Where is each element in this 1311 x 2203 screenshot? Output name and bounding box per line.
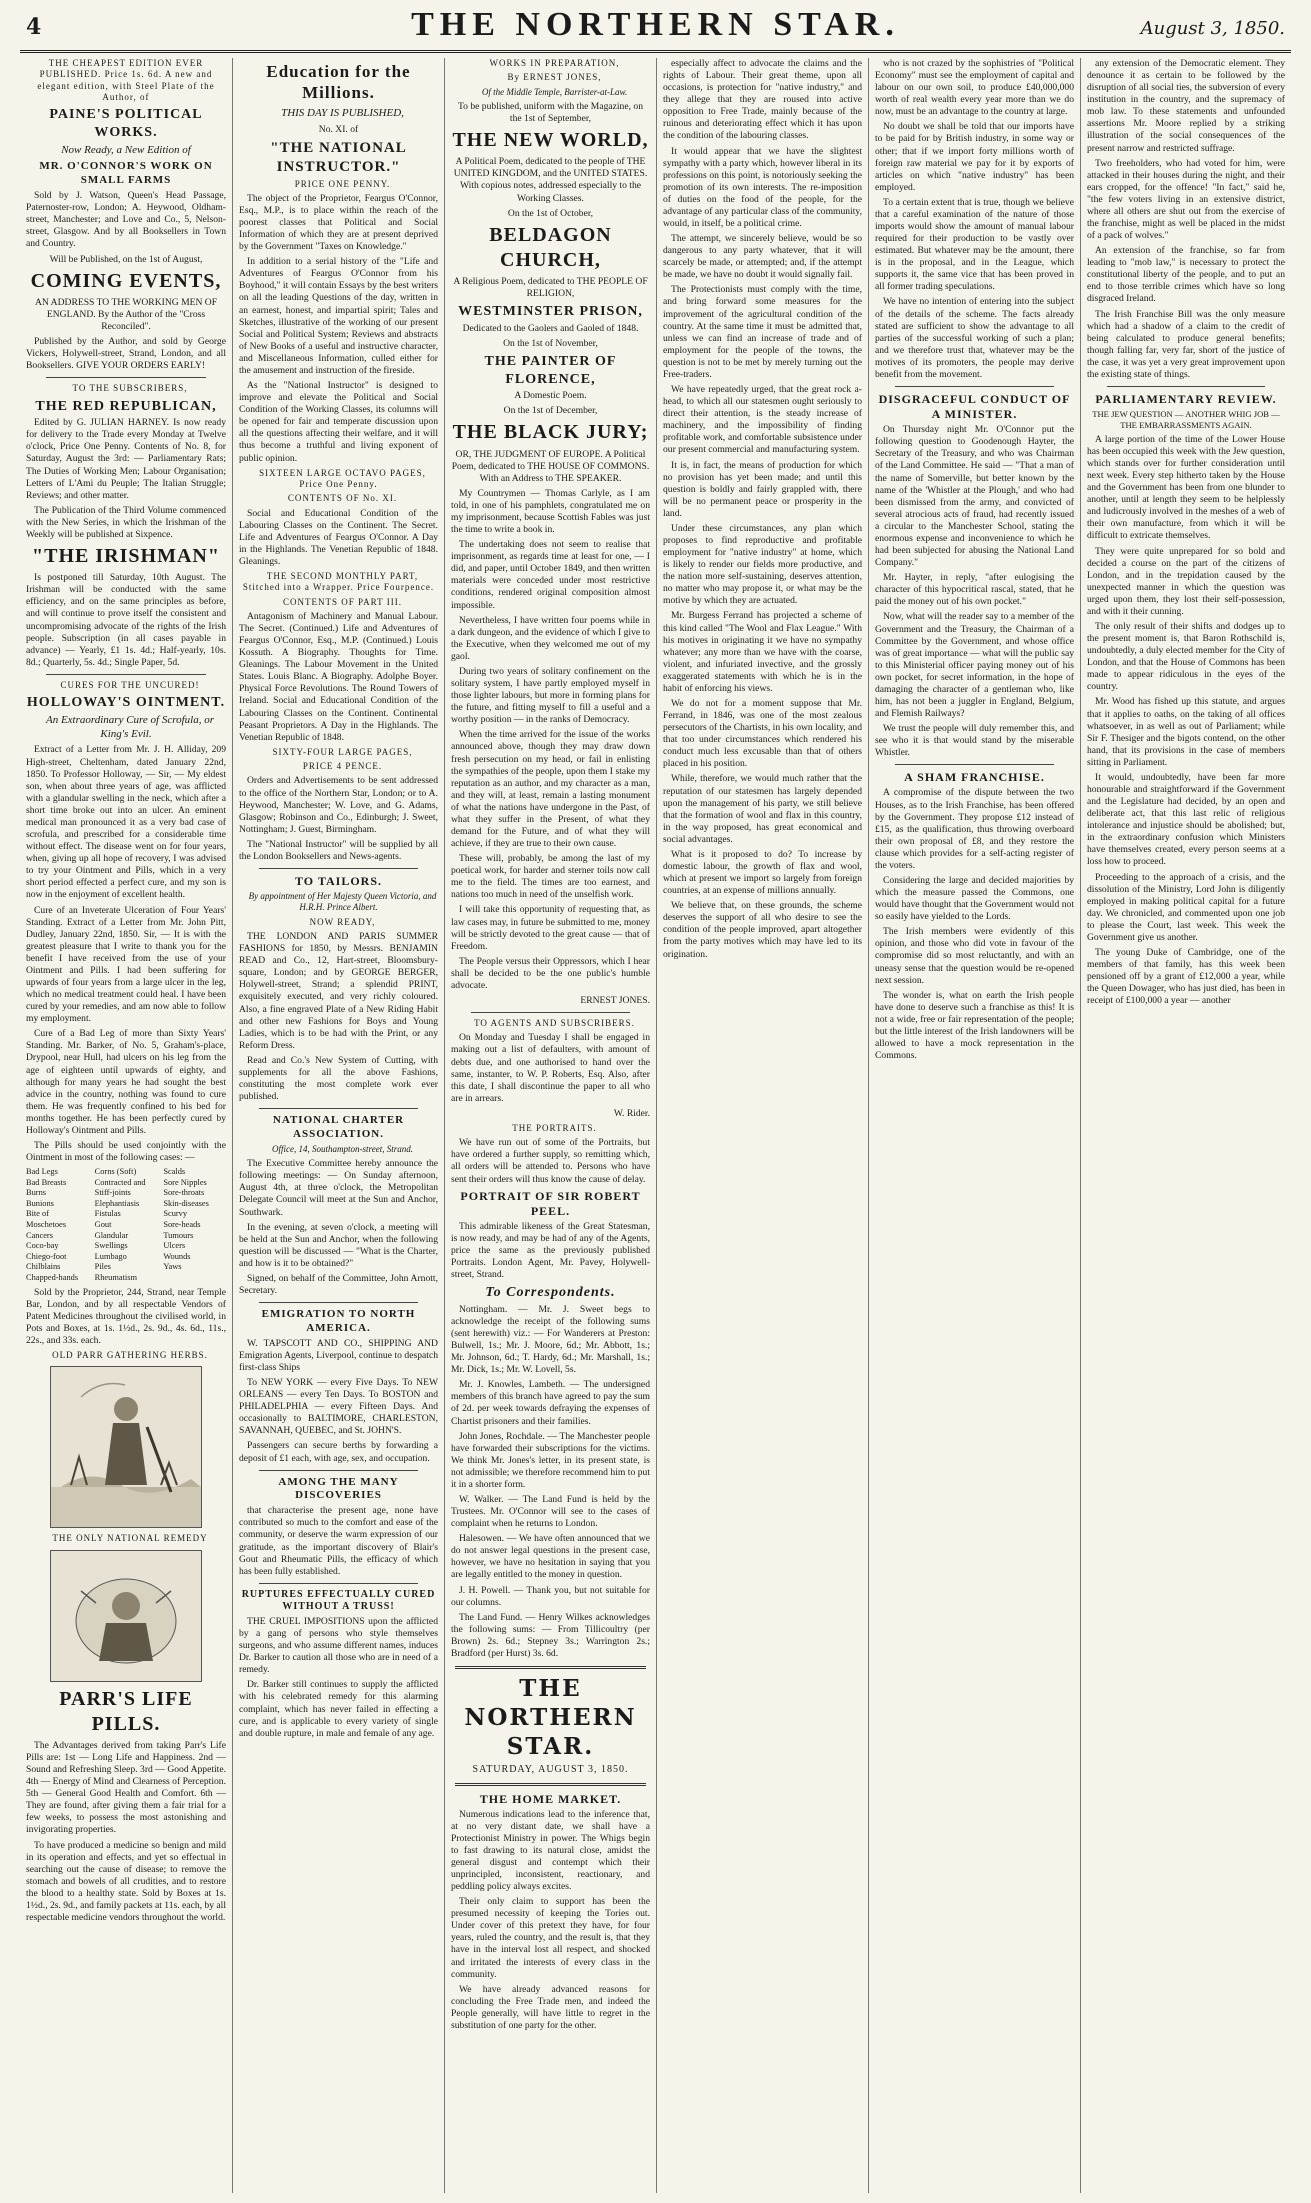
sixteen-pages: SIXTEEN LARGE OCTAVO PAGES, Price One Penny. xyxy=(259,467,426,489)
leader-title: THE NORTHERN STAR. xyxy=(464,1675,637,1760)
column-1 xyxy=(20,58,232,2193)
sham-body-3: The Irish members were evidently of this opinion, and those who did vote in favour of the compromise did so most reluctantly, and with an uneasy sense that the question would be re-opened next session. xyxy=(875,926,1074,986)
peel-head: PORTRAIT OF SIR ROBERT PEEL. xyxy=(460,1188,641,1218)
columns xyxy=(20,58,1291,2193)
farms-ready: Now Ready, a New Edition of xyxy=(61,143,191,156)
column-2 xyxy=(232,58,444,2193)
parl-body-3: The only result of their shifts and dodges up to the present moment is, that Baron Rothschild is, undoubtedly, a duly elected member for the City of London, and that the House of Commons has been made to appear ridiculous in the eyes of the country. xyxy=(1087,620,1285,693)
paine-sold: Sold by J. Watson, Queen's Head Passage, Paternoster-row, London; A. Heywood, Oldham-street, Manchester; and Love and Co., 5, Nelson-street, Glasgow. And by all Booksellers in Town and Country. xyxy=(26,190,226,250)
rupture-head: RUPTURES EFFECTUALLY CURED WITHOUT A TRUSS! xyxy=(241,1588,436,1613)
ailment-item: Sore-heads xyxy=(163,1220,201,1230)
sham-body-1: A compromise of the dispute between the two Houses, as to the Irish Franchise, has been offered by the Government. They propose £12 instead of £15, as the qualification, thus throwing overboard their own proposal of £8, and they restore the clause which provides for a self-acting register of the voters. xyxy=(875,787,1074,871)
prep-head: WORKS IN PREPARATION, xyxy=(489,58,620,68)
c4-body-3: The attempt, we sincerely believe, would be so dangerous to any party whatever, that it will scarcely be made, or attempted; and, if the attempt be made, we have no doubt it would signally fail. xyxy=(663,233,862,281)
red-republican-title: THE RED REPUBLICAN, xyxy=(35,398,217,414)
cures-head: CURES FOR THE UNCURED! xyxy=(60,679,200,690)
on-dec: On the 1st of December, xyxy=(503,405,598,417)
parr-title: PARR'S LIFE PILLS. xyxy=(59,1687,193,1735)
issue-number: No. XI. of xyxy=(318,123,359,135)
ailment-item: Lumbago xyxy=(94,1251,127,1261)
second-part: THE SECOND MONTHLY PART, Stitched into a Wrapper. Price Fourpence. xyxy=(242,570,435,593)
sixtyfour-pages: SIXTY-FOUR LARGE PAGES, xyxy=(272,746,413,757)
ailment-item: Glandular Swellings xyxy=(94,1230,129,1251)
fashions-body-2: Read and Co.'s New System of Cutting, with supplements for all the above Fashions, constituting the most complete work ever published. xyxy=(239,1054,438,1103)
parliamentary-sub: THE JEW QUESTION — ANOTHER WHIG JOB — THE EMBARRASSMENTS AGAIN. xyxy=(1092,409,1280,430)
ailment-item: Gout xyxy=(94,1220,112,1230)
disgraceful-body-3: Now, what will the reader say to a member of the Government and the Treasury, the Chairman of a Committee by the Government, and whose office was of great importance — what will the public say to this Ministerial officer paying money out of his own pocket, for secret information, in the hope of damaging the character of a gentleman who, like him, has not been a juggler in England, Belgium, and Flemish Railways? xyxy=(875,611,1074,720)
jones-sign: ERNEST JONES. xyxy=(580,994,650,1006)
column-6 xyxy=(1080,58,1291,2193)
orders-body: Orders and Advertisements to be sent addressed to the office of the Northern Star, London; or to A. Heywood, Manchester; W. Love, and G. Adams, Glasgow; Robinson and Co., Edinburgh; J. Sweet, Nottingham; J. Guest, Birmingham. xyxy=(239,775,438,835)
holloway-title: HOLLOWAY'S OINTMENT. xyxy=(26,695,226,711)
painter-sub: A Domestic Poem. xyxy=(514,390,587,402)
ailment-item: Chapped-hands xyxy=(26,1272,79,1282)
ailment-item: Fistulas xyxy=(94,1209,121,1219)
c4-body-12: We believe that, on these grounds, the scheme deserves the support of all who desire to see the condition of the people improved, apart altogether from the party motives which may have led to its origination. xyxy=(663,900,862,960)
c6-body-4: The Irish Franchise Bill was the only measure which had a shadow of a claim to the credit of being calculated to produce general benefits; though falling far, very far, short of the justice of the case, it was yet a very great improvement upon the existing state of things. xyxy=(1087,308,1285,380)
c4-body-1: especially affect to advocate the claims and the rights of Labour. Their great theme, upon all occasions, is protection for "native industry," and they allege that they are roused into active opposition to Free Trade, mainly because of the ruinous and deteriorating effect which it has upon the condition of the labouring classes. xyxy=(663,58,862,142)
parr-body-2: To have produced a medicine so benign and mild in its operation and effects, and yet so effectual in searching out the cause of disease; to remove the stomach and bowels of all crudities, and to restore the blood to a healthy state. Sold by Boxes at 1s. 1½d., 2s. 9d., and family packets at 11s. each, by all respectable medicine vendors throughout the world. xyxy=(26,1839,226,1924)
parr-body: The Advantages derived from taking Parr's Life Pills are: 1st — Long Life and Happiness. 2nd — Sound and Refreshing Sleep. 3rd — Good Appetite. 4th — Energy of Mind and Clearness of Perception. 5th — General Good Health and Comfort. 6th — They are found, after giving them a fair trial for a few weeks, to possess the most astonishing and invigorating properties. xyxy=(26,1739,226,1836)
ailment-item: Cancers xyxy=(26,1230,53,1240)
holloway-body-4: The Pills should be used conjointly with the Ointment in most of the following cases: — xyxy=(26,1139,226,1164)
jones-body-1: My Countrymen — Thomas Carlyle, as I am told, in one of his pamphlets, congratulated me on my imprisonment, because Scottish Fables was just the time to write a book in. xyxy=(451,487,650,536)
c4-body-11: What is it proposed to do? To increase by domestic labour, the growth of flax and wool, which at present we import so largely from foreign countries, at an expense of millions annually. xyxy=(663,848,862,897)
ailment-item: Contracted and Stiff-joints xyxy=(94,1177,146,1198)
instructor-body-3: As the "National Instructor" is designed to improve and elevate the Political and Social Condition of the Working Classes, its columns will be opened for fair and temperate discussion upon all the questions affecting their welfare, and it will thus become a truthful and living exponent of public opinion. xyxy=(239,380,438,464)
ailment-item: Sore Nipples xyxy=(163,1177,207,1187)
parl-body-5: It would, undoubtedly, have been far more honourable and straightforward if the Government and the Legislature had decided, by an open and deliberate act, that this last relic of religious intolerance and injustice should be abolished; but, in the extraordinary confusion which Ministers have themselves created, every person seems at a loss how to proceed. xyxy=(1087,771,1285,868)
engraving-caption: OLD PARR GATHERING HERBS. xyxy=(52,1349,208,1360)
c6-body-2: Two freeholders, who had voted for him, were attacked in their houses during the night, and their ears cropped, for the offence! "In fact," said he, "the few voters living in an extensive district, where all others are shut out from the exercise of the franchise, might as well be placed in the midst of a pack of wolves." xyxy=(1087,157,1285,242)
corresp-body-3: John Jones, Rochdale. — The Manchester people have forwarded their subscriptions for the victims. We think Mr. Jones's letter, in its present state, is not admissible; we therefore recommend him to put it in a shorter form. xyxy=(451,1430,650,1490)
parliamentary-head: PARLIAMENTARY REVIEW. xyxy=(1095,392,1277,407)
on-nov: On the 1st of November, xyxy=(503,337,598,349)
jones-body-3: Nevertheless, I have written four poems while in a dark dungeon, and the evidence of which I give to the Executive, when they welcomed me out of my gaol. xyxy=(451,614,651,662)
corresp-body-5: Halesowen. — We have often announced that we do not answer legal questions in the present case, however, we have no hesitation in saying that you are legally entitled to the money in question. xyxy=(451,1533,650,1581)
contents-iii-items: Antagonism of Machinery and Manual Labour. The Secret. (Continued.) Life and Adventures of Feargus O'Connor, Esq., M.P. (Continued.) Louis Kossuth. A Biography. Thoughts for Time. Gleanings. The Labour Movement in the United States. Louis Blanc. A Biography. Adolphe Boyer. Physical Force Revolutions. The Round Towers of Ireland. Social and Educational Condition of the Labouring Classes on the Continent. Continental Peasant Proprietors. A Day in the Highlands. The Venetian Republic of 1848. xyxy=(239,610,438,743)
holloway-body-1: Extract of a Letter from Mr. J. H. Alliday, 209 High-street, Cheltenham, dated January 22nd, 1850. To Professor Holloway, — Sir, — My eldest son, when about three years of age, was afflicted with a glandular swelling in the neck, which after a short time broke out into an ulcer. An eminent medical man pronounced it as a very bad case of scrofula, and prescribed for a considerable time without effect. The disease went on for four years, when, giving up all hope of recovery, I was advised to try your Ointment and Pills, which in a very short period effected a perfect cure, and my son is now in the enjoyment of excellent health. xyxy=(26,744,226,901)
prep-by: By ERNEST JONES, xyxy=(507,72,602,83)
red-rep-subs: TO THE SUBSCRIBERS, xyxy=(72,383,188,394)
c4-body-4: The Protectionists must comply with the time, and bring forward some measures for the improvement of the agricultural condition of the country. At the same time it must be admitted that, unless we can find an increase of trade and of employment for the people of the towns, the question is not to be met by merely turning out the Free-traders. xyxy=(663,284,862,380)
charter-office: Office, 14, Southampton-street, Strand. xyxy=(272,1143,413,1154)
ailment-item: Sore-throats xyxy=(163,1188,205,1198)
among-body: that characterise the present age, none have contributed so much to the comfort and ease of the community, or deserve the warm expression of our gratitude, as the important discovery of Blair's Gout and Rheumatic Pills, the efficacy of which has been fully established. xyxy=(239,1505,438,1577)
c4-body-2: It would appear that we have the slightest sympathy with a party which, however liberal in its professions on this point, is notoriously seeking the promotion of its own interests. The re-imposition of duties on the food of the people, for the advantage of any particular class of the community, would, in itself, be a political crime. xyxy=(663,145,862,230)
charter-body-2: In the evening, at seven o'clock, a meeting will be held at the Sun and Anchor, when the following question will be discussed — "What is the Charter, and how is it to be obtained?" xyxy=(239,1221,438,1269)
paine-intro: THE CHEAPEST EDITION EVER PUBLISHED. Price 1s. 6d. A new and elegant edition, with Steel Plate of the Author, of xyxy=(37,58,215,102)
ailment-item: Chilblains xyxy=(26,1262,61,1272)
leader-date: SATURDAY, AUGUST 3, 1850. xyxy=(472,1763,629,1775)
portraits-body: We have run out of some of the Portraits, but have ordered a further supply, so remitting which, all orders will be attended to. Persons who have sent their orders will thus know the cause of delay. xyxy=(451,1137,650,1185)
ailment-item: Coco-bay xyxy=(26,1241,59,1251)
farms-title: MR. O'CONNOR'S WORK ON SMALL FARMS xyxy=(39,160,213,187)
this-day: THIS DAY IS PUBLISHED, xyxy=(281,106,404,119)
ailment-item: Bunions xyxy=(26,1198,54,1208)
irishman-body: Is postponed till Saturday, 10th August. The Irishman will be conducted with the same efficiency, and on the same principles as before, and will continue to prove itself the consistent and uncompromising advocate of the rights of the Irish people. Subscription (in all cases payable in advance) — Yearly, £1 1s. 4d.; Half-yearly, 10s. 8d.; Quarterly, 5s. 4d.; Single Paper, 5d. xyxy=(26,572,226,668)
holloway-sub: An Extraordinary Cure of Scrofula, or King's Evil. xyxy=(45,713,215,740)
ailment-item: Corns (Soft) xyxy=(94,1167,137,1177)
c4-body-5: We have repeatedly urged, that the great rock a-head, to which all our statesmen ought seriously to direct their attention, is the steady increase of machinery, and the impossibility of finding profitable work, and comfortable subsistence under our present commercial and manufacturing system. xyxy=(663,384,862,456)
orders-body-2: The "National Instructor" will be supplied by all the London Booksellers and News-agents. xyxy=(239,838,438,862)
ailment-item: Rheumatism xyxy=(94,1272,137,1282)
c6-body-1: any extension of the Democratic element. They denounce it as certain to be followed by the disruption of all social ties, the subversion of every institution in the country, and the supremacy of mob law. To these statements and unfounded assertions Mr. Moore replied by a striking illustration of the social consequences of the present narrow and restricted suffrage. xyxy=(1087,58,1285,154)
prep-of: Of the Middle Temple, Barrister-at-Law. xyxy=(481,86,628,97)
emigration-head: EMIGRATION TO NORTH AMERICA. xyxy=(261,1308,416,1334)
charter-sign: Signed, on behalf of the Committee, John Arnott, Secretary. xyxy=(239,1272,438,1297)
engraving2-caption: THE ONLY NATIONAL REMEDY xyxy=(52,1533,208,1544)
home-market-body-1: Numerous indications lead to the inference that, at no very distant date, we shall have a Protectionist Ministry in power. The Whigs begin to fast drawing to its natural close, amidst the general disgust and contempt which their unprincipled, inconsistent, reactionary, and peddling policy always excites. xyxy=(451,1808,650,1893)
old-parr-engraving xyxy=(50,1366,202,1528)
parl-body-4: Mr. Wood has fished up this statute, and argues that it applies to oaths, on the taking of all offices whatsoever, in as well as out of Parliament; while Sir F. Thesiger and the bigots contend, on the other hand, that its provisions in the case of members sitting in Parliament. xyxy=(1087,696,1285,768)
parl-body-6: Proceeding to the approach of a crisis, and the dissolution of the Ministry, Lord John is diligently employed in making political capital for a future day. We chronicled, and commented upon one job to please the Court, last week. This week the Government give us another. xyxy=(1087,871,1285,943)
tailors-now-ready: NOW READY, xyxy=(309,916,376,927)
cruel-body: THE CRUEL IMPOSITIONS upon the afflicted by a gang of persons who style themselves surgeons, and who assume different names, induces Dr. Barker to caution all those who are in need of a remedy. xyxy=(239,1615,438,1676)
instructor-body-2: In addition to a serial history of the "Life and Adventures of Feargus O'Connor from his Boyhood," it will contain Essays by the best writers on all the leading Questions of the day, written in an earnest, honest, and impartial spirit; Tales and Sketches, illustrative of the working of our present Social and Political System; Reviews and abstracts of New Books of a useful and instructive character, and Miscellaneous Information, culled either for the amusement and instruction of the fireside. xyxy=(239,256,438,376)
irishman-title: "THE IRISHMAN" xyxy=(32,545,220,567)
contents-xi-items: Social and Educational Condition of the Labouring Classes on the Continent. The Secret. Life and Adventures of Feargus O'Connor. A Day in the Highlands. The Venetian Republic of 1848. Gleanings. xyxy=(239,507,438,567)
contents-iii-head: CONTENTS OF PART III. xyxy=(283,596,402,607)
ailment-item: Elephantiasis xyxy=(94,1198,140,1208)
parl-body-2: They were quite unprepared for so bold and decided a course on the part of the citizens of London, and in the trepidation caused by the unexpected manner in which the question was urged upon them, they lost their self-possession, and with it their cunning. xyxy=(1087,545,1285,617)
irishman-intro: The Publication of the Third Volume commenced with the New Series, in which the Irishman of the Weekly will be published at Sixpence. xyxy=(26,504,226,540)
westminster-title: WESTMINSTER PRISON, xyxy=(458,304,643,320)
home-market-body-2: Their only claim to support has been the presumed necessity of keeping the Tories out. Under cover of this pretext they have, for four years, ruled the country, and the result is, that they have in the interval lost all respect, and shocked and irritated the interests of every class in the community. xyxy=(451,1896,650,1980)
home-market-head: THE HOME MARKET. xyxy=(479,1791,622,1806)
ailment-item: Scurvy xyxy=(163,1209,188,1219)
corresp-body-4: W. Walker. — The Land Fund is held by the Trustees. Mr. O'Connor will see to the cases of complaint when he returns to London. xyxy=(451,1493,650,1530)
routes-body-2: Passengers can secure berths by forwarding a deposit of £1 each, with age, sex, and occupation. xyxy=(239,1440,438,1464)
ailment-item: Piles xyxy=(94,1262,111,1272)
sham-franchise-head: A SHAM FRANCHISE. xyxy=(904,770,1045,785)
c4-body-9: We do not for a moment suppose that Mr. Ferrand, in 1846, was one of the most zealous persecutors of the Chartists, in his own locality, and that too under circumstances which rendered his conduct much less excusable than that of others placed in his position. xyxy=(663,697,862,770)
c5-body-2: No doubt we shall be told that our imports have to be paid for by British industry, in some way or other; that if we import forty millions worth of foreign raw material we pay for it by exports of articles on which "native industry" has been employed. xyxy=(875,121,1074,193)
disgraceful-body-2: Mr. Hayter, in reply, "after eulogising the character of this hypocritical rascal, stated, that he paid the money out of his own pocket." xyxy=(875,572,1074,608)
price-4: PRICE 4 PENCE. xyxy=(302,761,383,772)
parl-body-7: The young Duke of Cambridge, one of the members of that family, has this week been pensioned off by a grant of £12,000 a year, while the Queen Dowager, who has just died, has been in receipt of £100,000 a year — another xyxy=(1087,947,1285,1007)
ailment-item: Skin-diseases xyxy=(163,1198,209,1208)
fashions-body: THE LONDON AND PARIS SUMMER FASHIONS for 1850, by Messrs. BENJAMIN READ and Co., 12, Hart-street, Bloomsbury-square, London; and by GEORGE BERGER, Holywell-street, Strand; a splendid PRINT, exquisitely executed, and very richly coloured. Also, a fine engraved Plate of a New Riding Habit and other new Fashions for Boys and Young Ladies, which is to be had with the Print, or any Reform Dress. xyxy=(239,931,438,1051)
paine-title: PAINE'S POLITICAL WORKS. xyxy=(49,107,203,140)
painter-title: THE PAINTER OF FLORENCE, xyxy=(484,354,617,387)
contents-xi-head: CONTENTS OF No. XI. xyxy=(287,493,398,504)
newspaper-title: THE NORTHERN STAR. xyxy=(411,6,900,43)
charter-body: The Executive Committee hereby announce the following meetings: — On Sunday afternoon, August 4th, at three o'clock, the Metropolitan Delegate Council will meet at the Sun and Anchor, Southwark. xyxy=(239,1158,438,1218)
column-5 xyxy=(868,58,1080,2193)
coming-events-sub: AN ADDRESS TO THE WORKING MEN OF ENGLAND. By the Author of the "Cross Reconciled". xyxy=(34,296,218,332)
black-jury-title: THE BLACK JURY; xyxy=(452,421,649,444)
parl-body-1: A large portion of the time of the Lower House has been occupied this week with the Jew question, which stands over for further consideration until next week. Every step hitherto taken by the House and the Government has been from one blunder to another, until at length they seem to be helplessly and ludicrously involved in the meshes of a web of their own manufacture, from which it will be difficult to extricate themselves. xyxy=(1087,433,1285,542)
coming-will-pub: Will be Published, on the 1st of August, xyxy=(49,253,203,265)
routes-body: To NEW YORK — every Five Days. To NEW ORLEANS — every Ten Days. To BOSTON and PHILADELPHIA — every Fifteen Days. And occasionally to BALTIMORE, CHARLESTON, SAVANNAH, QUEBEC, and St. JOHN'S. xyxy=(239,1377,438,1437)
cruel-body-2: Dr. Barker still continues to supply the afflicted with his celebrated remedy for this alarming complaint, which has never failed in effecting a cure, and is applicable to every variety of single and double rupture, in male and female of any age. xyxy=(239,1679,438,1739)
sham-body-2: Considering the large and decided majorities by which the measure passed the Commons, one would have thought that the Government would not so easily have yielded to the Lords. xyxy=(875,875,1074,923)
corresp-body-6: J. H. Powell. — Thank you, but not suitable for our columns. xyxy=(451,1584,650,1608)
among-head: AMONG THE MANY DISCOVERIES xyxy=(278,1475,399,1502)
new-world-title: THE NEW WORLD, xyxy=(452,129,649,152)
c5-body-1: who is not crazed by the sophistries of "Political Economy" must see the employment of capital and labour on our own soil, to produce £40,000,000 worth of real wealth every year more than we do now, must be an advantage to the country at large. xyxy=(875,58,1074,118)
ailment-item: Bite of Moschetoes xyxy=(26,1209,67,1230)
instructor-title: "THE NATIONAL INSTRUCTOR." xyxy=(270,139,407,175)
c6-body-3: An extension of the franchise, so far from leading to "mob law," is necessary to protect the constitutional liberty of the people, and to put an end to those terrible crimes which have so long disgraced Ireland. xyxy=(1087,245,1285,305)
charter-head: NATIONAL CHARTER ASSOCIATION. xyxy=(272,1114,405,1141)
masthead xyxy=(20,4,1291,53)
tailors-head: TO TAILORS. xyxy=(294,874,383,888)
ailment-item: Chiego-foot xyxy=(26,1251,67,1261)
black-jury-sub: OR, THE JUDGMENT OF EUROPE. A Political Poem, dedicated to THE HOUSE OF COMMONS. With an Address to THE SPEAKER. xyxy=(451,448,650,484)
holloway-body-2: Cure of an Inveterate Ulceration of Four Years' Standing. Extract of a Letter from Mr. John Pitt, Dudley, January 22nd, 1850. Sir, — It is with the greatest pleasure that I write to thank you for the benefit I have received from the use of your Ointment and Pills. I had been suffering for upwards of four years from a large ulcer in the leg, which no medical treatment could heal. I have been cured by your remedies, and am now able to follow my employment. xyxy=(26,904,226,1025)
agents-body: On Monday and Tuesday I shall be engaged in making out a list of defaulters, with amount of debts due, and one authorised to hand over the same, instanter, to W. P. Roberts, Esq. Also, after this date, I shall discontinue the paper to all who are in arrears. xyxy=(451,1032,650,1104)
prep-note: To be published, uniform with the Magazine, on the 1st of September, xyxy=(457,100,644,125)
c4-body-10: While, therefore, we would much rather that the reputation of our statesmen has largely depended upon the management of his party, we still believe that the formation of wool and flax in this country, in the way proposed, has great economical and social advantages. xyxy=(663,773,862,845)
ailment-item: Wounds xyxy=(163,1251,191,1261)
holloway-foot: Sold by the Proprietor, 244, Strand, near Temple Bar, London, and by all respectable Vendors of Patent Medicines throughout the civilised world, in Pots and Boxes, at 1s. 1½d., 2s. 9d., 4s. 6d., 11s., 22s., and 33s. each. xyxy=(26,1286,226,1346)
tapscott-body: W. TAPSCOTT AND CO., SHIPPING AND Emigration Agents, Liverpool, continue to despatch first-class Ships xyxy=(239,1337,438,1373)
jones-body-7: I will take this opportunity of requesting that, as law cases may, in future be submitted to me, money will be strictly devoted to the great cause — that of Freedom. xyxy=(451,904,650,952)
coming-events-body: Published by the Author, and sold by George Vickers, Holywell-street, Strand, London, and all Booksellers. GIVE YOUR ORDERS EARLY! xyxy=(26,336,226,372)
corresp-body-2: Mr. J. Knowles, Lambeth. — The undersigned members of this branch have agreed to pay the sum of 2d. per week towards defraying the expenses of Chartist prisoners and their families. xyxy=(451,1379,650,1427)
c5-body-3: To a certain extent that is true, though we believe that a careful examination of the nature of those imports would show the amount of manual labour required for their production to be vastly over estimated. But whatever may be the amount, there is in the proposal, and in the League, which supports it, the same vice that has been proved in all former trading speculations. xyxy=(875,196,1074,293)
sham-body-4: The wonder is, what on earth the Irish people have done to deserve such a franchise as this! It is not a wide, free or fair representation of the people; but the little interest of the Irish landowners will be allowed to have a mock representation in the Commons. xyxy=(875,989,1074,1062)
corresp-body-7: The Land Fund. — Henry Wilkes acknowledges the following sums: — From Tillicoultry (per Brown) 2s. 6d.; Stepney 3s.; Warrington 2s.; Bradford (per Hurst) 3s. 6d. xyxy=(451,1611,650,1659)
agents-head: TO AGENTS AND SUBSCRIBERS. xyxy=(474,1018,635,1029)
jones-body-4: During two years of solitary confinement on the solitary system, I have partly employed myself in those lighter labours, but more in forming plans for the future, and fitting myself to fill a useful and a worthy position — in the ranks of Democracy. xyxy=(451,665,650,726)
new-world-sub: A Political Poem, dedicated to the people of THE UNITED KINGDOM, and the UNITED STATES. With copious notes, addressed especially to the Working Classes. xyxy=(453,156,648,204)
disgraceful-head: DISGRACEFUL CONDUCT OF A MINISTER. xyxy=(878,392,1071,422)
ailment-item: Yaws xyxy=(163,1262,182,1272)
c4-body-8: Mr. Burgess Ferrand has projected a scheme of this kind called "The Wool and Flax League." With his motives in originating it we have no sympathy whatever; any more than we have with the coarse, violent, and infuriated invective, and the grossly exaggerated statements with which he is in the habit of enforcing his views. xyxy=(663,610,862,694)
disgraceful-body-4: We trust the people will duly remember this, and see who it is that would stand by the miserable Whistler. xyxy=(875,723,1074,759)
coming-events-title: COMING EVENTS, xyxy=(30,269,222,292)
ailment-item: Bad Breasts xyxy=(26,1177,67,1187)
column-4 xyxy=(656,58,868,2193)
instructor-body-1: The object of the Proprietor, Feargus O'Connor, Esq., M.P., is to place within the reach of the poorest classes that Political and Social Information of which they are at present deprived by the Government "Taxes on Knowledge." xyxy=(239,192,438,253)
beldagon-sub: A Religious Poem, dedicated to THE PEOPLE OF RELIGION, xyxy=(453,276,648,300)
parr-pills-engraving xyxy=(50,1550,202,1682)
home-market-body-3: We have already advanced reasons for concluding the Free Trade men, and indeed the People generally, will have little to regret in the substitution of one party for the other. xyxy=(451,1983,650,2031)
jones-body-6: These will, probably, be among the last of my poetical work, for harder and sterner toils now call me to the field. The times are too earnest, and nations too much in need of the unselfish work. xyxy=(451,853,650,901)
education-heading: Education for the Millions. xyxy=(266,62,411,103)
c4-body-6: It is, in fact, the means of production for which no provision has yet been made; and until this question is boldly and fairly grappled with, there will be no permanent peace or prosperity in the land. xyxy=(663,459,862,519)
beldagon-title: BELDAGON CHURCH, xyxy=(489,223,612,271)
on-oct: On the 1st of October, xyxy=(507,207,594,219)
ailment-item: Burns xyxy=(26,1188,47,1198)
jones-body-8: The People versus their Oppressors, which I hear shall be decided to be the one public's humble advocate. xyxy=(451,955,650,991)
instructor-price: PRICE ONE PENNY. xyxy=(294,178,391,189)
c4-body-7: Under these circumstances, any plan which proposes to find reproductive and profitable employment for "native industry" at home, which is likely to render our fields more productive, and the nation more self-sustaining, deserves attention, no matter who may propose it, or what may be the motive by which they are actuated. xyxy=(663,522,862,607)
corresp-body: Nottingham. — Mr. J. Sweet begs to acknowledge the receipt of the following sums (sent herewith) viz.: — For Wanderers at Preston: Bulwell, 1s.; Mr. J. Moore, 6d.; Mr. Abbott, 1s.; Mr. Johnson, 6d.; T. Hardy, 6d.; Mr. Marshall, 1s.; Mr. Dick, 1s.; Mr. W. Lovell, 5s. xyxy=(451,1303,650,1376)
disgraceful-body-1: On Thursday night Mr. O'Connor put the following question to Goodenough Hayter, the Secretary of the Treasury, and who was Chairman of the Land Committee. He said — "That a man of the name of Somerville, but better known by the name of the 'Whistler at the Plough,' and who had been dismissed from the army, and convicted of several atrocious acts of fraud, had recently issued a circular to the Manchester School, stating the enormous expense and inconvenience to which he had been subjected for abusing the National Land Company." xyxy=(875,424,1074,569)
jones-body-5: When the time arrived for the issue of the works announced above, though they may draw down fresh persecution on my head, or fail in enlisting the sympathies of the people, upon them I stake my reputation as an author, and my character as a man, and they will, at least, remain a lasting monument of what the nations have undergone in the Past, of what they suffer in the Present, of what they demand for the Future, and of what they will achieve, if they are true to their own cause. xyxy=(451,729,650,850)
column-3 xyxy=(444,58,656,2193)
ailment-item: Tumours xyxy=(163,1230,194,1240)
peel-body: This admirable likeness of the Great Statesman, is now ready, and may be had of any of the Agents, price the same as the previously published Portraits. London Agent, Mr. Pavey, Holywell-street, Strand. xyxy=(451,1220,650,1281)
c5-body-4: We have no intention of entering into the subject of the details of the scheme. The facts already stated are sufficient to show the advantage to all parties of the successful working of such a plan; and we therefore trust that, whatever may be the motives of its promoters, the people may derive benefit from the movement. xyxy=(875,296,1074,380)
westminster-sub: Dedicated to the Gaolers and Gaoled of 1848. xyxy=(462,322,639,334)
agents-sign: W. Rider. xyxy=(613,1107,650,1119)
tailors-appoint: By appointment of Her Majesty Queen Victoria, and H.R.H. Prince Albert. xyxy=(248,891,437,913)
issue-date: August 3, 1850. xyxy=(1140,18,1285,39)
page-number: 4 xyxy=(26,14,42,40)
portraits-head: THE PORTRAITS. xyxy=(512,1122,597,1133)
jones-body-2: The undertaking does not seem to realise that imprisonment, as regards time at least for one, — I did, and paper, until October 1849, and then written materials were conceded under most restrictive conditions, rendered original composition almost impossible. xyxy=(451,539,650,611)
ailment-item: Scalds xyxy=(163,1167,186,1177)
ailments-list xyxy=(26,1167,226,1283)
ailment-item: Bad Legs xyxy=(26,1167,58,1177)
red-republican-body: Edited by G. JULIAN HARNEY. Is now ready for delivery to the Trade every Monday at Twelve o'clock, Price One Penny. Contents of No. 8, for Saturday, August the 3rd: — Parliamentary Rats; The Duties of Working Men; Labour Organisation; Letters of L'Ami du Peuple; The Italian Struggle; Reviews; and other matter. xyxy=(26,417,226,501)
correspondents-head: To Correspondents. xyxy=(485,1285,616,1301)
ailment-item: Ulcers xyxy=(163,1241,186,1251)
holloway-body-3: Cure of a Bad Leg of more than Sixty Years' Standing. Mr. Barker, of No. 5, Graham's-place, Drypool, near Hull, had ulcers on his leg from the age of eighteen until upwards of eighty, and although for many years he had sought the best advice in the country, nothing was found to cure them. He was frequently confined to his bed for months together. He has been perfectly cured by Holloway's Ointment and Pills. xyxy=(26,1028,226,1136)
